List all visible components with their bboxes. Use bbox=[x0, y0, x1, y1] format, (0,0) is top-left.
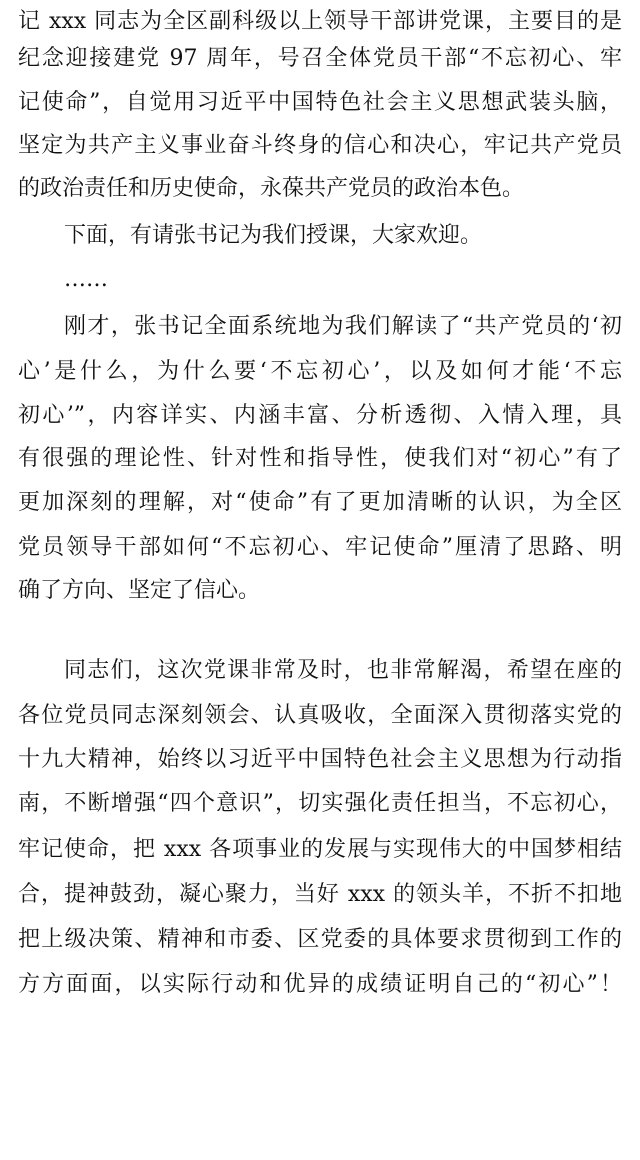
text-line: 方方面面，以实际行动和优异的成绩证明自己的“初心”！ bbox=[18, 972, 622, 997]
text-line: 党员领导干部如何“不忘初心、牢记使命”厘清了思路、明 bbox=[18, 535, 622, 560]
text-line: 记 xxx 同志为全区副科级以上领导干部讲党课，主要目的是 bbox=[18, 9, 622, 34]
text-line: 同志们，这次党课非常及时，也非常解渴，希望在座的 bbox=[64, 658, 622, 683]
text-line: 心’是什么，为什么要‘不忘初心’，以及如何才能‘不忘 bbox=[18, 359, 622, 384]
text-line: 十九大精神，始终以习近平中国特色社会主义思想为行动指 bbox=[18, 747, 622, 772]
ellipsis-line: …… bbox=[64, 267, 108, 292]
text-line: 确了方向、坚定了信心。 bbox=[18, 578, 261, 603]
text-line: 有很强的理论性、针对性和指导性，使我们对“初心”有了 bbox=[18, 446, 622, 471]
text-line: 下面，有请张书记为我们授课，大家欢迎。 bbox=[64, 223, 483, 248]
text-line: 各位党员同志深刻领会、认真吸收，全面深入贯彻落实党的 bbox=[18, 703, 622, 728]
text-line: 南，不断增强“四个意识”，切实强化责任担当，不忘初心， bbox=[18, 791, 622, 816]
text-line: 的政治责任和历史使命，永葆共产党员的政治本色。 bbox=[18, 176, 525, 201]
text-line: 把上级决策、精神和市委、区党委的具体要求贯彻到工作的 bbox=[18, 927, 622, 952]
text-line: 牢记使命，把 xxx 各项事业的发展与实现伟大的中国梦相结 bbox=[18, 837, 622, 862]
text-line: 记使命”，自觉用习近平中国特色社会主义思想武装头脑， bbox=[18, 90, 622, 115]
text-line: 刚才，张书记全面系统地为我们解读了“共产党员的‘初 bbox=[64, 314, 622, 339]
text-line: 更加深刻的理解，对“使命”有了更加清晰的认识，为全区 bbox=[18, 490, 622, 515]
text-line: 初心’”，内容详实、内涵丰富、分析透彻、入情入理，具 bbox=[18, 403, 622, 428]
text-line: 坚定为共产主义事业奋斗终身的信心和决心，牢记共产党员 bbox=[18, 133, 622, 158]
text-line: 合，提神鼓劲，凝心聚力，当好 xxx 的领头羊，不折不扣地 bbox=[18, 882, 622, 907]
text-line: 纪念迎接建党 97 周年，号召全体党员干部“不忘初心、牢 bbox=[18, 46, 622, 71]
